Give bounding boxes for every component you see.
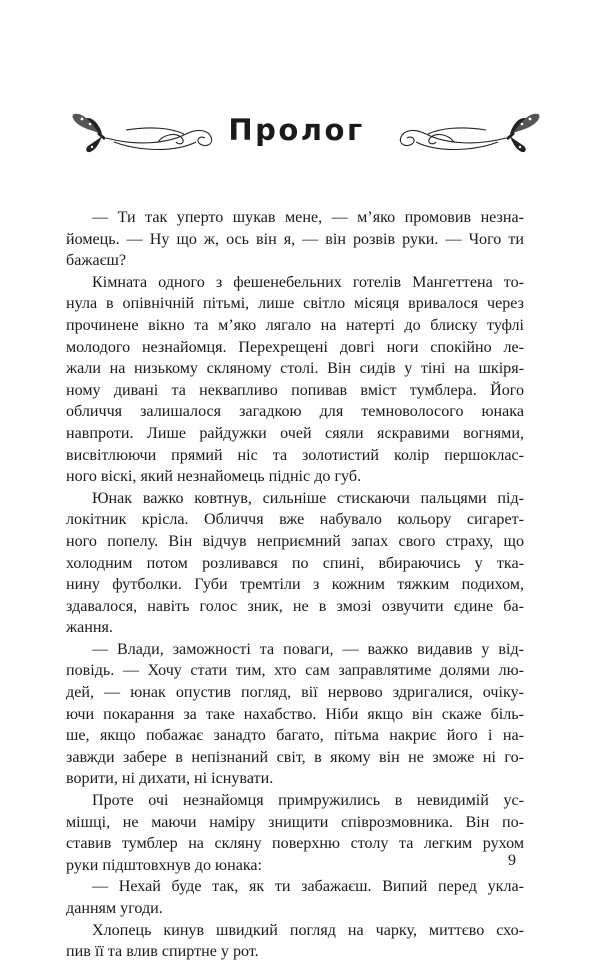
text-line: мішці, не маючи наміру знищити співрозмовника. Він по-: [66, 813, 524, 831]
butterfly-ornament-right-icon: [396, 108, 546, 158]
chapter-header: [0, 104, 593, 164]
text-line: ючи покарання за таке нахабство. Ніби якщо він скаже біль-: [66, 705, 524, 723]
text-line: ворити, ні дихати, ні існувати.: [66, 770, 274, 788]
text-line: жання.: [66, 619, 113, 637]
text-line: йомець. — Ну що ж, ось він я, — він розвів руки. — Чого ти: [66, 230, 524, 248]
text-line: нину футболки. Губи тремтіли з кожним тяжким подихом,: [66, 576, 524, 594]
text-line: жали на низькому скляному столі. Він сидів у тіні на шкіря-: [66, 360, 524, 378]
text-line: пив її та влив спиртне у рот.: [66, 943, 259, 961]
text-line: ному дивані та неквапливо попивав вміст тумблера. Його: [66, 381, 524, 399]
text-line: висвітлюючи прямий ніс та золотистий колір першоклас-: [66, 446, 524, 464]
text-line: данням угоди.: [66, 900, 163, 917]
text-line: руки підштовхнув до юнака:: [66, 856, 263, 874]
chapter-title: Пролог: [228, 113, 365, 147]
text-line: — Влади, заможності та поваги, — важко видавив у від-: [92, 640, 524, 658]
text-line: нула в опівнічній пітьмі, лише світло місяця вривалося через: [66, 295, 524, 313]
text-line: завжди забере в непізнаний світ, в якому він не зможе ні го-: [66, 748, 524, 766]
text-line: обличчя залишалося загадкою для темноволосого юнака: [66, 403, 524, 421]
text-line: ного віскі, який незнайомець підніс до губ.: [66, 468, 362, 486]
text-line: здавалося, навіть голос зник, не в змозі озвучити єдине ба-: [66, 597, 524, 615]
page-number: 9: [508, 852, 516, 869]
text-line: ше, якщо побажає занадто багато, пітьма накриє його і на-: [66, 727, 524, 745]
text-line: Юнак важко ковтнув, сильніше стискаючи пальцями під-: [92, 489, 524, 507]
text-line: навпроти. Лише райдужки очей сяяли яскравими вогнями,: [66, 424, 524, 442]
text-line: ного попелу. Він відчув неприємний запах свого страху, що: [66, 532, 524, 550]
text-line: ставив тумблер на скляну поверхню столу та легким рухом: [66, 835, 524, 853]
text-line: холодним потом розливався по спині, вбираючись у тка-: [66, 554, 524, 572]
text-line: прочинене вікно та м’яко лягало на натерті до блиску туфлі: [66, 316, 524, 334]
text-line: Хлопець кинув швидкий погляд на чарку, миттєво схо-: [92, 921, 524, 939]
text-line: Проте очі незнайомця примружились в невидимій ус-: [92, 792, 524, 810]
text-line: повідь. — Хочу стати тим, хто сам заправлятиме долями лю-: [66, 662, 524, 680]
text-line: — Ти так уперто шукав мене, — м’яко промовив незна-: [92, 209, 524, 226]
text-line: молодого незнайомця. Перехрещені довгі ноги спокійно ле-: [66, 338, 524, 356]
text-line: локітник крісла. Обличчя вже набувало кольору сигарет-: [66, 511, 524, 529]
text-line: бажаєш?: [66, 252, 127, 270]
text-line: — Нехай буде так, як ти забажаєш. Випий перед укла-: [92, 878, 524, 896]
text-line: дей, — юнак опустив погляд, вії нервово здригалися, очіку-: [66, 684, 524, 702]
body-text: [66, 207, 524, 963]
text-line: Кімната одного з фешенебельних готелів Мангеттена то-: [92, 273, 524, 291]
